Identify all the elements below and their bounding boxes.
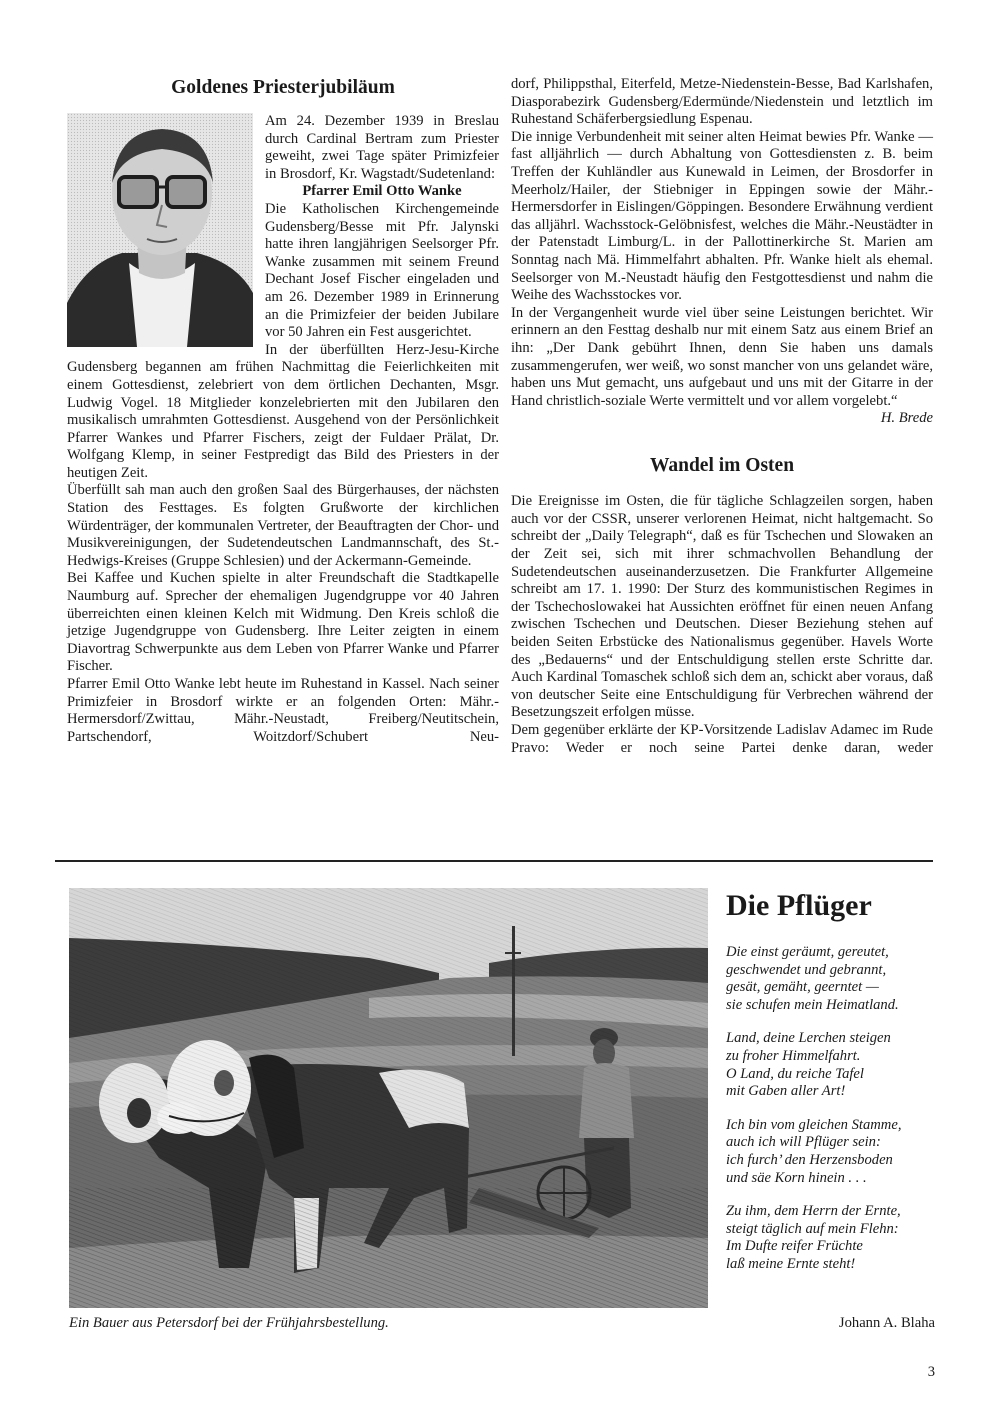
poem-title: Die Pflüger: [726, 889, 872, 922]
poem-line: auch ich will Pflüger sein:: [726, 1134, 881, 1151]
poem-line: und säe Korn hinein . . .: [726, 1169, 867, 1186]
poem-stanza: [726, 944, 936, 1014]
article1-paragraph: Bei Kaffee und Kuchen spielte in alter Freundschaft die Stadtkapelle Naumburg auf. Sprecher der ehemaligen Jugendgruppe vor 40 Jahren überreichten einen kleinen Kelch mit Widmung. Den Kreis schloß die jetzige Jugendgruppe von Gudensberg. Ihre Leiter zeigten in einem Diavortrag Schwerpunkte aus dem Leben von Pfarrer Wanke und Pfarrer Fischer.: [67, 570, 499, 675]
poem-line: Im Dufte reifer Früchte: [726, 1238, 863, 1255]
portrait-image-icon: [67, 113, 253, 347]
left-column: [67, 76, 499, 746]
article1-quote-text: In der Vergangenheit wurde viel über seine Leistungen berichtet. Wir erinnern an den Festtag deshalb nur mit einem Satz aus einem Brief an ihn: „Der Dank gebührt Ihnen, denn Sie haben uns damals zusammengerufen, wer weiß, wo sonst mancher von uns gelandet wäre, haben uns Mut gemacht, uns aufgebaut und uns mit der Gitarre in der Hand christlich-soziale Werte vermittelt und vor allem vorgelebt.“: [511, 304, 933, 409]
article1-paragraph: dorf, Philippsthal, Eiterfeld, Metze-Niedenstein-Besse, Bad Karlshafen, Diasporabezirk Gudensberg/Edermünde/Niedenstein und letztlich im Ruhestand Schäferbergsiedlung Espenau.: [511, 76, 933, 128]
article1-paragraph: Die innige Verbundenheit mit seiner alten Heimat bewies Pfr. Wanke — fast alljährlich — durch Abhaltung von Gottesdiensten z. B. beim Treffen der Kuhländler aus Kunewald in Leimen, der Brosdorfer in Meerholz/Hailer, der Stiebniger in Eppingen sowie der Mähr.-Hermersdorfer in Eislingen/Göppingen. Besondere Erwähnung verdient das alljährl. Wachsstock-Gelöbnisfest, welches die Mähr.-Neustädter in der Patenstadt Limburg/L. in der Pallottinerkirche St. Marien am Sonntag nach Mä. Himmelfahrt abhalten. Pfr. Wanke hielt als ehemal. Seelsorger von M.-Neustadt häufig den Festgottesdienst und nahm die Weihe des Wachsstockes vor.: [511, 128, 933, 304]
poem-line: geschwendet und gebrannt,: [726, 961, 887, 978]
poem-line: ich furch’ den Herzensboden: [726, 1151, 893, 1168]
photo-caption: Ein Bauer aus Petersdorf bei der Frühjahrsbestellung.: [69, 1315, 389, 1331]
article1-paragraph: In der überfüllten Herz-Jesu-Kirche Gudensberg begannen am frühen Nachmittag die Feierlichkeiten mit einem Gottesdienst, zelebriert von dem örtlichen Dechanten, Msgr. Ludwig Vogel. 18 Mitglieder konzelebrierten mit den Jubilaren den musikalisch umrahmten Gottesdienst. Ausgehend von der Persönlichkeit Pfarrer Wankes und Pfarrer Fischers, zeigt der Fuldaer Prälat, Dr. Wolfgang Klemp, in seiner Festpredigt das Bild des Priesters in der heutigen Zeit.: [67, 341, 499, 481]
right-column: [511, 76, 933, 757]
poem-line: Die einst geräumt, gereutet,: [726, 944, 889, 960]
poem-stanza: [726, 1203, 936, 1273]
article1-author: H. Brede: [880, 410, 933, 427]
poem-line: steigt täglich auf mein Flehn:: [726, 1220, 899, 1237]
section-divider: [55, 860, 933, 862]
poem-stanza: [726, 1117, 936, 1187]
poem-line: laß meine Ernte steht!: [726, 1255, 856, 1272]
article1-paragraph: Überfüllt sah man auch den großen Saal des Bürgerhauses, der nächsten Station des Festtages. Es folgten Grußworte der kirchlichen Würdenträger, der kommunalen Vertreter, der Beauftragten der Chor- und Musikvereinigungen, der Sudetendeutschen Landmannschaft, des St.-Hedwigs-Kreises (Gruppe Schlesien) und der Ackermann-Gemeinde.: [67, 482, 499, 569]
poem-stanza: [726, 1030, 936, 1100]
article1-subject-name: Pfarrer Emil Otto Wanke: [302, 183, 462, 200]
poem-line: zu froher Himmelfahrt.: [726, 1047, 861, 1064]
poem-line: gesät, gemäht, geerntet —: [726, 979, 879, 996]
poem-line: Land, deine Lerchen steigen: [726, 1030, 891, 1047]
article1-paragraph: [511, 304, 933, 427]
article1-paragraph: Die Katholischen Kirchengemeinde Gudensberg/Besse mit Pfr. Jalynski hatte ihren langjährigen Seelsorger Pfr. Wanke zusammen mit seinem Freund Dechant Josef Fischer eingeladen und am 26. Dezember 1989 in Erinnerung an die Primizfeier der beiden Jubilare vor 50 Jahren ein Fest ausgerichtet.: [265, 200, 499, 341]
poem-line: Zu ihm, dem Herrn der Ernte,: [726, 1203, 901, 1220]
article2-paragraph: Die Ereignisse im Osten, die für tägliche Schlagzeilen sorgen, haben auch vor der CSSR, unserer verlorenen Heimat, nicht haltgemacht. So schreibt der „Daily Telegraph“, daß es für Tschechen und Slowaken an der Zeit sei, sich mit ihrer schmachvollen Behandlung der Sudetendeutschen auseinanderzusetzen. Die Frankfurter Allgemeine schreibt am 17. 1. 1990: Der Sturz des kommunistischen Regimes in der Tschechoslowakei hat Aussichten eröffnet für einen neuen Anfang zwischen Tschechen und Deutschen. Dieser Beziehung stehen auf beiden Seiten Erbstücke des Nationalismus gegenüber. Havels Worte des „Bedauerns“ und der Entschuldigung stellen erste Schritte dar. Auch Kardinal Tomaschek schloß sich dem an, schickt aber voraus, daß von deutscher Seite eine Entschuldigung für Verbrechen während der Besetzungszeit erfolgen müsse.: [511, 493, 933, 721]
article1-paragraph: Pfarrer Emil Otto Wanke lebt heute im Ruhestand in Kassel. Nach seiner Primizfeier in Brosdorf wirkte er an folgenden Orten: Mähr.-Hermersdorf/Zwittau, Mähr.-Neustadt, Freiberg/Neutitschein, Partschendorf, Woitzdorf/Schubert Neu-: [67, 676, 499, 745]
poem-line: Ich bin vom gleichen Stamme,: [726, 1116, 902, 1133]
article2-paragraph: Dem gegenüber erklärte der KP-Vorsitzende Ladislav Adamec im Rude Pravo: Weder er noch seine Partei denke daran, weder: [511, 722, 933, 756]
plough-oxen-image-icon: [69, 888, 708, 1308]
poem-line: sie schufen mein Heimatland.: [726, 996, 899, 1013]
poem-line: mit Gaben aller Art!: [726, 1083, 846, 1100]
article-title-wandel-im-osten: Wandel im Osten: [649, 455, 795, 477]
article1-intro: Am 24. Dezember 1939 in Breslau durch Cardinal Bertram zum Priester geweiht, zwei Tage später Primizfeier in Brosdorf, Kr. Wagstadt/Sudetenland:: [265, 113, 499, 182]
poem-block: [726, 888, 936, 1290]
portrait-photo: [67, 113, 253, 347]
poem-line: O Land, du reiche Tafel: [726, 1065, 864, 1082]
poem-author: Johann A. Blaha: [838, 1315, 935, 1331]
farm-photo: [69, 888, 708, 1308]
page-number: 3: [927, 1364, 935, 1380]
article-title-priesterjubilaeum: Goldenes Priesterjubiläum: [171, 77, 395, 98]
